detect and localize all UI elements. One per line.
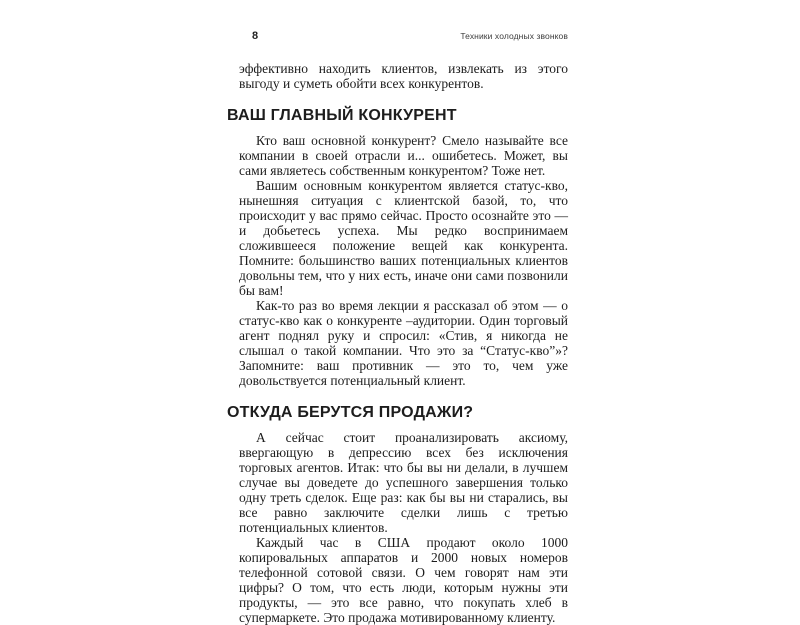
- page-number: 8: [252, 30, 259, 42]
- paragraph: А сейчас стоит проанализировать аксиому, ввергающую в депрессию всех без исключения торговых агентов. Итак: что бы вы ни делали, в лучшем случае вы доведете до успешного завершения только одну треть сделок. Еще раз: как бы вы ни старались, вы все равно заключите сделки лишь с третью потенциальных клиентов.: [239, 430, 568, 535]
- section-main-competitor: [227, 107, 568, 388]
- section-heading: ОТКУДА БЕРУТСЯ ПРОДАЖИ?: [227, 404, 474, 421]
- intro-paragraph: эффективно находить клиентов, извлекать из этого выгоду и суметь обойти всех конкурентов.: [239, 61, 568, 91]
- paragraph: Как-то раз во время лекции я рассказал об этом — о статус-кво как о конкуренте –аудитории. Один торговый агент поднял руку и спросил: «Стив, я никогда не слышал о такой компании. Что это за “Статус-кво”»? Запомните: ваш противник — это то, чем уже довольствуется потенциальный клиент.: [239, 298, 568, 388]
- running-title: Техники холодных звонков: [460, 31, 568, 41]
- section-heading: ВАШ ГЛАВНЫЙ КОНКУРЕНТ: [227, 107, 457, 124]
- page-header: [227, 30, 568, 42]
- section-where-sales-come-from: [227, 404, 568, 625]
- paragraph: Вашим основным конкурентом является статус-кво, нынешняя ситуация с клиентской базой, то, что происходит у вас прямо сейчас. Просто осознайте это — и добьетесь успеха. Мы редко воспринимаем сложившееся положение вещей как конкурента. Помните: большинство ваших потенциальных клиентов довольны тем, что у них есть, иначе они сами позвонили бы вам!: [239, 178, 568, 298]
- paragraph: Кто ваш основной конкурент? Смело называйте все компании в своей отрасли и... ошибетесь. Может, вы сами являетесь собственным конкурентом? Тоже нет.: [239, 133, 568, 178]
- paragraph: Каждый час в США продают около 1000 копировальных аппаратов и 2000 новых номеров телефонной сотовой связи. О чем говорят нам эти цифры? О том, что есть люди, которым нужны эти продукты, — это все равно, что покупать хлеб в супермаркете. Это продажа мотивированному клиенту.: [239, 535, 568, 625]
- book-page: [227, 30, 568, 625]
- page-body: [227, 61, 568, 625]
